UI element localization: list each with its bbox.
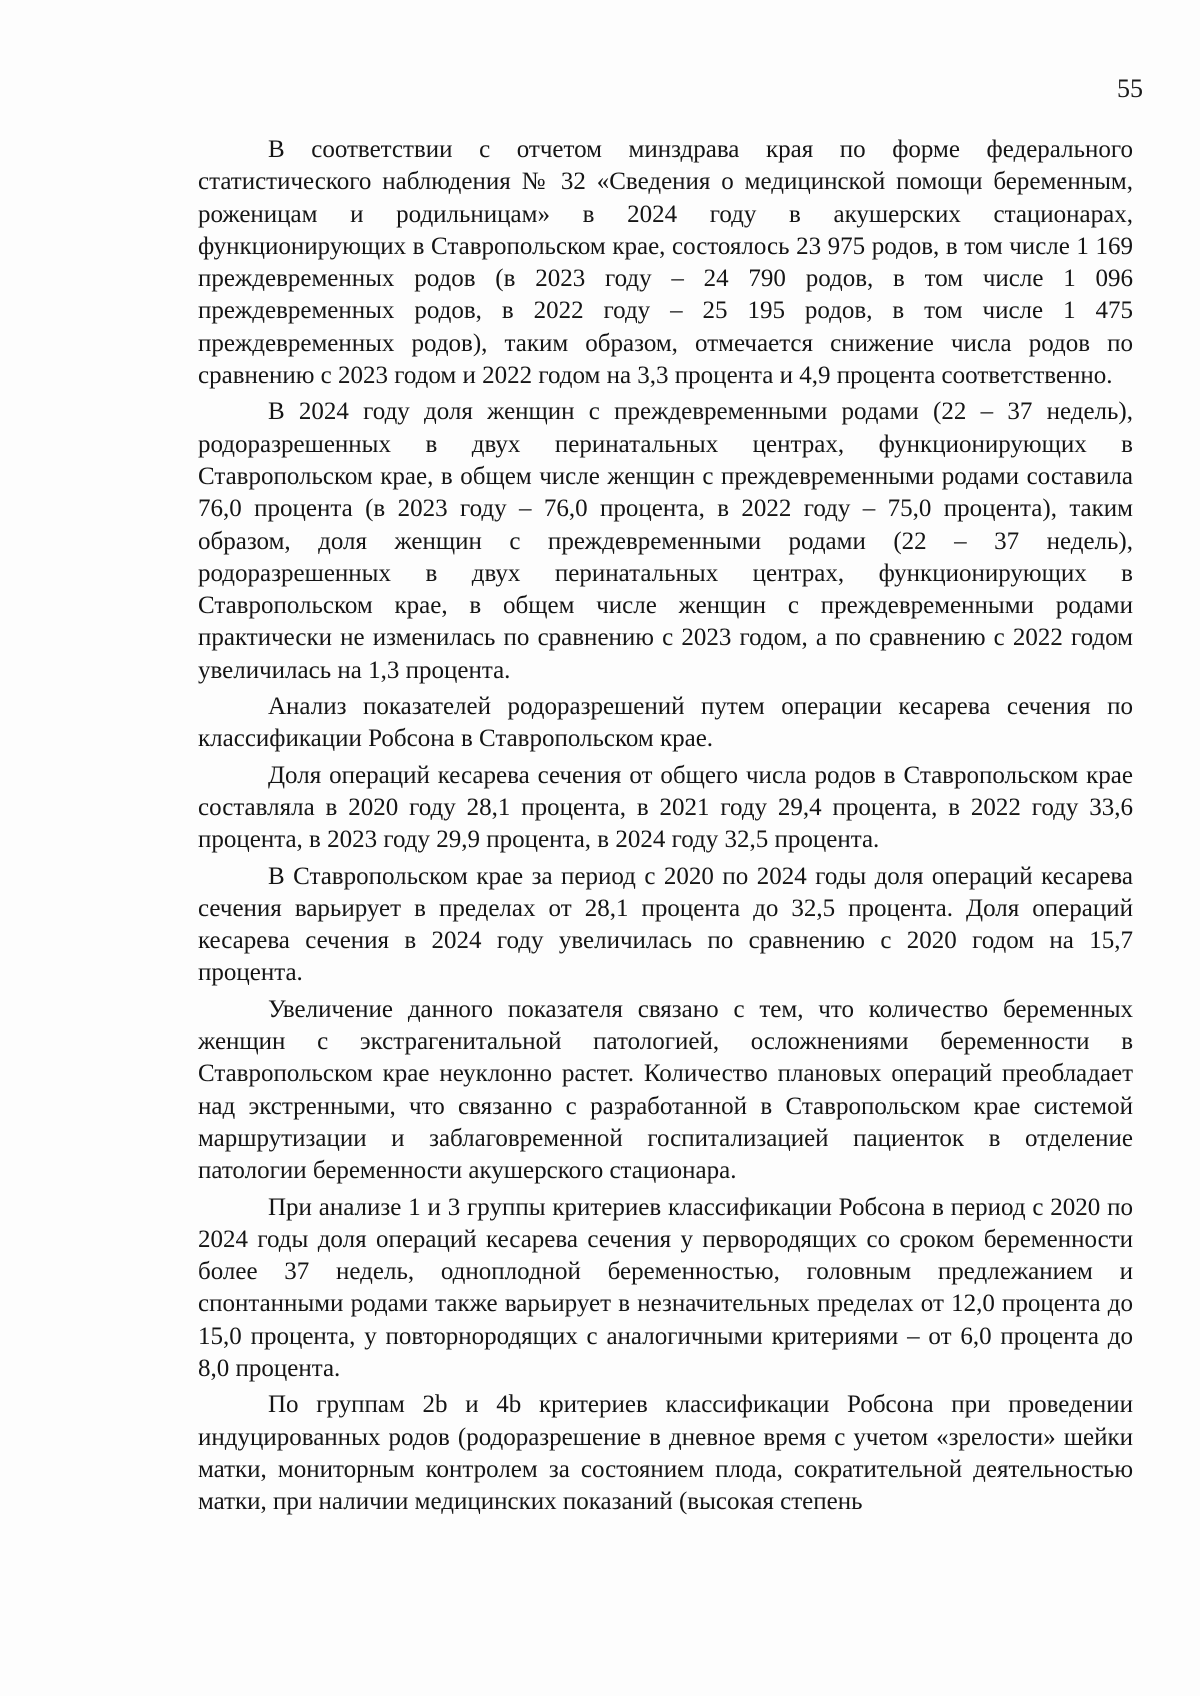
- paragraph: Доля операций кесарева сечения от общего числа родов в Ставропольском крае составляла в 2020 году 28,1 процента, в 2021 году 29,4 процента, в 2022 году 33,6 процента, в 2023 году 29,9 процента, в 2024 году 32,5 процента.: [198, 761, 1133, 854]
- paragraph: Увеличение данного показателя связано с тем, что количество беременных женщин с экстрагенитальной патологией, осложнениями беременности в Ставропольском крае неуклонно растет. Количество плановых операций преобладает над экстренными, что связанно с разработанной в Ставропольском крае системой маршрутизации и заблаговременной госпитализацией пациенток в отделение патологии беременности акушерского стационара.: [198, 995, 1133, 1185]
- paragraph: По группам 2b и 4b критериев классификации Робсона при проведении индуцированных родов (родоразрешение в дневное время с учетом «зрелости» шейки матки, мониторным контролем за состоянием плода, сократительной деятельностью матки, при наличии медицинских показаний (высокая степень: [198, 1391, 1133, 1516]
- paragraph: При анализе 1 и 3 группы критериев классификации Робсона в период с 2020 по 2024 годы доля операций кесарева сечения у первородящих со сроком беременности более 37 недель, одноплодной беременностью, головным предлежанием и спонтанными родами также варьирует в незначительных пределах от 12,0 процента до 15,0 процента, у повторнородящих с аналогичными критериями – от 6,0 процента до 8,0 процента.: [198, 1193, 1133, 1382]
- paragraph: В соответствии с отчетом минздрава края по форме федерального статистического наблюдения № 32 «Сведения о медицинской помощи беременным, роженицам и родильницам» в 2024 году в акушерских стационарах, функционирующих в Ставропольском крае, состоялось 23 975 родов, в том числе 1 169 преждевременных родов (в 2023 году – 24 790 родов, в том числе 1 096 преждевременных родов, в 2022 году – 25 195 родов, в том числе 1 475 преждевременных родов), таким образом, отмечается снижение числа родов по сравнению с 2023 годом и 2022 годом на 3,3 процента и 4,9 процента соответственно.: [198, 136, 1133, 390]
- paragraph: В Ставропольском крае за период с 2020 по 2024 годы доля операций кесарева сечения варьирует в пределах от 28,1 процента до 32,5 процента. Доля операций кесарева сечения в 2024 году увеличилась по сравнению с 2020 годом на 15,7 процента.: [198, 862, 1133, 987]
- page-number: 55: [1117, 74, 1143, 103]
- document-body: [198, 134, 1133, 1522]
- paragraph: В 2024 году доля женщин с преждевременными родами (22 – 37 недель), родоразрешенных в двух перинатальных центрах, функционирующих в Ставропольском крае, в общем числе женщин с преждевременными родами составила 76,0 процента (в 2023 году – 76,0 процента, в 2022 году – 75,0 процента), таким образом, доля женщин с преждевременными родами (22 – 37 недель), родоразрешенных в двух перинатальных центрах, функционирующих в Ставропольском крае, в общем числе женщин с преждевременными родами практически не изменилась по сравнению с 2023 годом, а по сравнению с 2022 годом увеличилась на 1,3 процента.: [198, 398, 1133, 684]
- paragraph: Анализ показателей родоразрешений путем операции кесарева сечения по классификации Робсона в Ставропольском крае.: [198, 693, 1133, 753]
